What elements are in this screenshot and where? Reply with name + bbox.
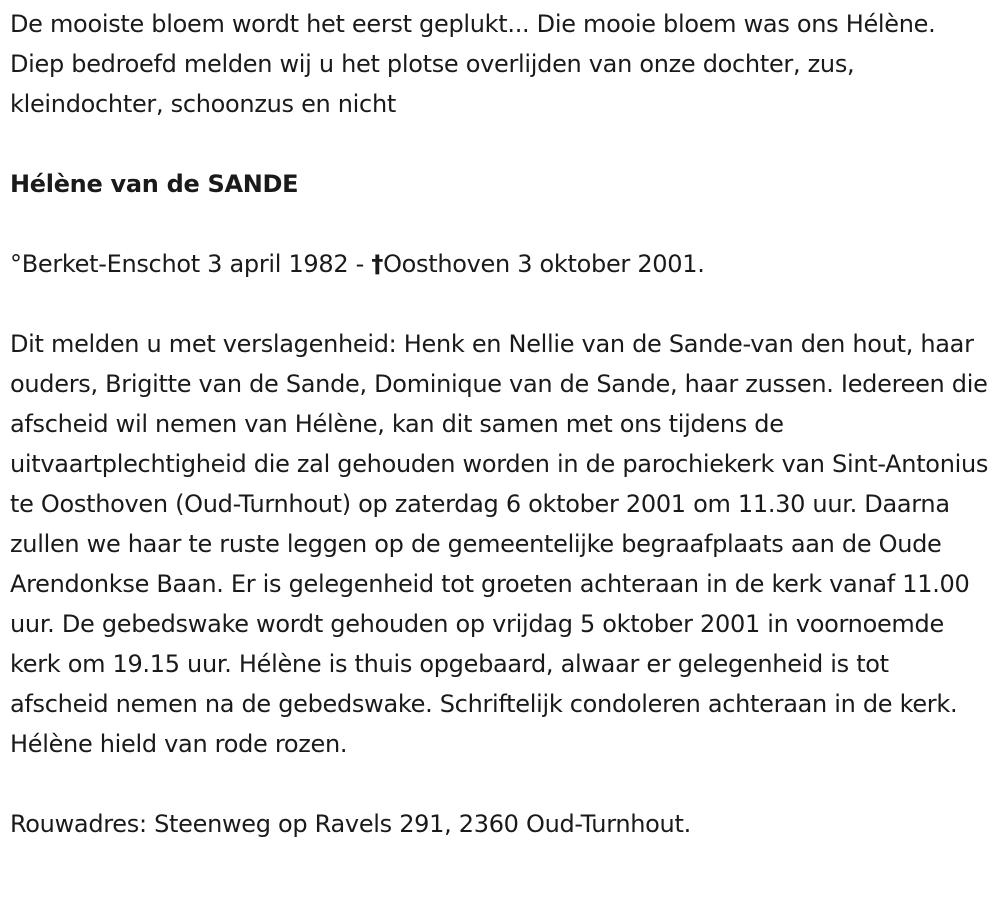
cross-icon: † — [371, 250, 384, 278]
life-dates — [10, 244, 994, 284]
deceased-name-heading: Hélène van de SANDE — [10, 170, 299, 198]
mourning-address: Rouwadres: Steenweg op Ravels 291, 2360 Oud-Turnhout. — [10, 810, 691, 838]
birth-info: °Berket-Enschot 3 april 1982 - — [10, 250, 372, 278]
announcement-body: Dit melden u met verslagenheid: Henk en Nellie van de Sande-van den hout, haar ouders, Brigitte van de Sande, Dominique van de Sande, haar zussen. Iedereen die afscheid wil nemen van Hélène, kan dit samen met ons tijdens de uitvaartplechtigheid die zal gehouden worden in de parochiekerk van Sint-Antonius te Oosthoven (Oud-Turnhout) op zaterdag 6 oktober 2001 om 11.30 uur. Daarna zullen we haar te ruste leggen op de gemeentelijke begraafplaats aan de Oude Arendonkse Baan. Er is gelegenheid tot groeten achteraan in de kerk vanaf 11.00 uur. De gebedswake wordt gehouden op vrijdag 5 oktober 2001 in voornoemde kerk om 19.15 uur. Hélène is thuis opgebaard, alwaar er gelegenheid is tot afscheid nemen na de gebedswake. Schriftelijk condoleren achteraan in de kerk. Hélène hield van rode rozen. — [10, 330, 989, 758]
intro-paragraph: De mooiste bloem wordt het eerst geplukt... Die mooie bloem was ons Hélène. Diep bedroefd melden wij u het plotse overlijden van onze dochter, zus, kleindochter, schoonzus en nicht — [10, 10, 936, 118]
obituary-document — [10, 4, 994, 844]
death-info: Oosthoven 3 oktober 2001. — [383, 250, 705, 278]
